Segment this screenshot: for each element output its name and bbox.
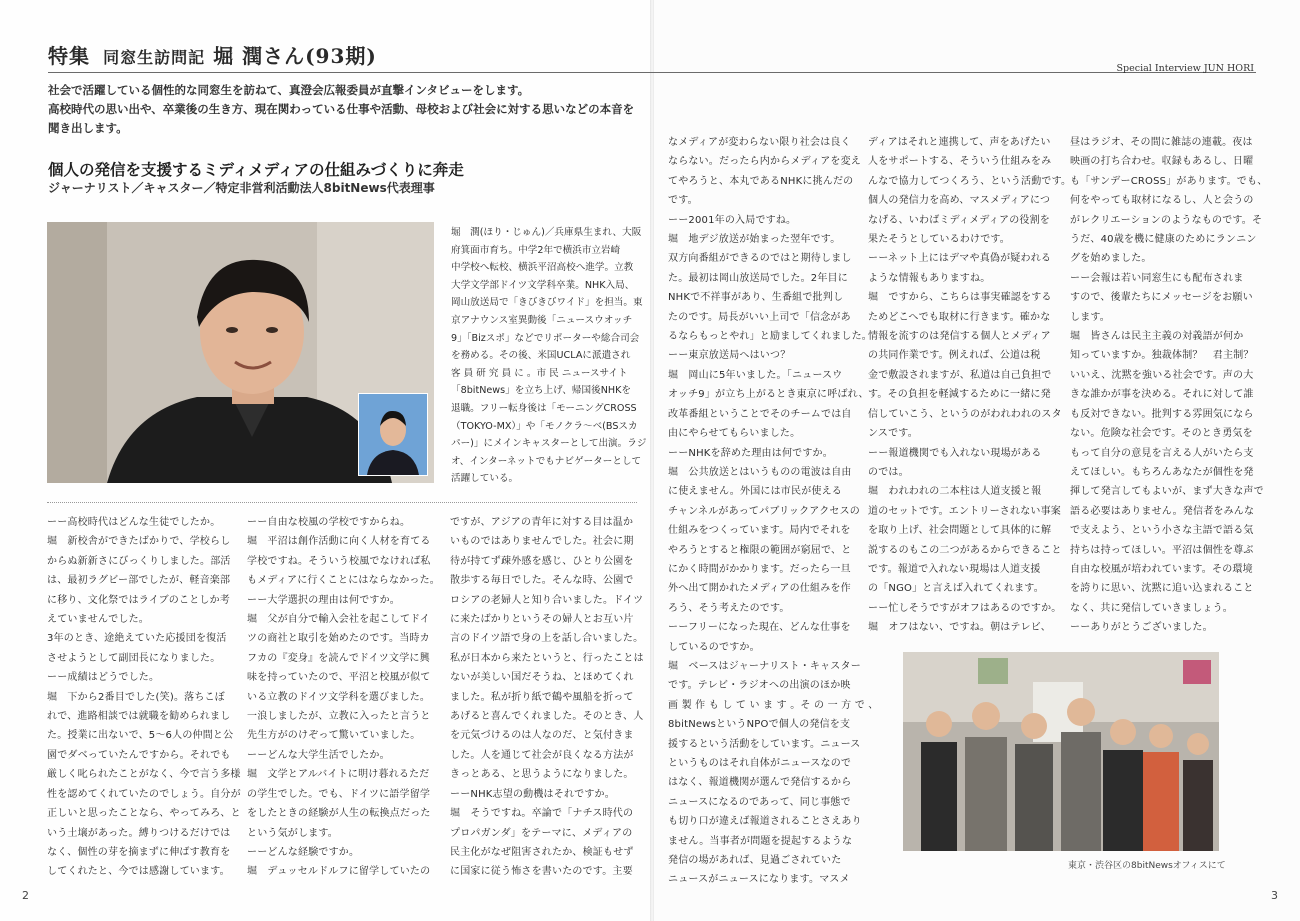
text-line: 由にやらせてもらいました。 <box>668 428 801 440</box>
header-cohort: (93期) <box>305 44 377 68</box>
text-line: の学生でした。でも、ドイツに語学留学 <box>247 788 431 800</box>
feature-title: 個人の発信を支援するミディメディアの仕組みづくりに奔走 <box>48 161 464 179</box>
text-line: 堀 オフはない、ですね。朝はテレビ、 <box>868 622 1051 634</box>
text-line: に使えません。外国には市民が使える <box>668 486 842 498</box>
text-line: た。授業に出ないで、5～6人の仲間と公 <box>47 730 234 742</box>
text-line: です。報道で入れない現場は人道支援 <box>868 563 1041 575</box>
text-line: いものではありませんでした。社会に期 <box>450 536 634 548</box>
text-line: 正しいと思ったことなら、やってみろ、と <box>47 808 241 820</box>
text-line: すので、後輩たちにメッセージをお願い <box>1070 292 1253 304</box>
text-line: ーーNHKを辞めた理由は何ですか。 <box>668 447 833 459</box>
text-line: いいえ、沈黙を強いる社会です。声の大 <box>1070 369 1254 381</box>
text-line: 何をやっても取材になるし、人と会うの <box>1070 195 1254 207</box>
bio-line: 9」「Bizスポ」などでリポーターや総合司会 <box>451 332 640 344</box>
page-number-right: 3 <box>1271 889 1278 902</box>
text-line: ーー報道機関でも入れない現場がある <box>868 447 1042 459</box>
text-line: 説するのもこの二つがあるからできること <box>868 544 1062 556</box>
text-line: れで、進路相談では就職を勧められまし <box>47 711 231 723</box>
text-line: 待が持てず疎外感を感じ、ひとり公園を <box>450 555 634 567</box>
text-line: ーー2001年の入局ですね。 <box>668 214 797 226</box>
text-line: 厳しく叱られたことがなく、今で言う多様 <box>47 769 241 781</box>
text-line: ーー忙しそうですがオフはあるのですか。 <box>868 602 1062 614</box>
text-line: 堀 新校舎ができたばかりで、学校らし <box>47 536 231 548</box>
text-line: 堀 父が自分で輸入会社を起こしてドイ <box>247 614 430 626</box>
header-rule <box>48 72 1256 73</box>
text-line: 画 製 作 も し て い ま す 。そ の 一 方 で 、 <box>668 699 879 711</box>
text-line: きっとある、と思うようになりました。 <box>450 769 634 781</box>
text-line: の「NGO」と言えば入れてくれます。 <box>868 583 1044 595</box>
text-line: もって自分の意見を言える人がいたら支 <box>1070 447 1254 459</box>
text-line: します。 <box>1070 311 1110 323</box>
profile-bio <box>451 224 646 488</box>
text-line: 民主化がなぜ阻害されたか、検証もせず <box>450 846 634 858</box>
text-line: 3年のとき、途絶えていた応援団を復活 <box>47 633 227 645</box>
text-line: たのです。局長がいい上司で「信念があ <box>668 311 851 323</box>
text-line: は、最初ラグビー部でしたが、軽音楽部 <box>47 575 231 587</box>
text-line: 果たそうとしているわけです。 <box>868 234 1010 246</box>
text-line: グを始めました。 <box>1070 253 1152 265</box>
header-name: 堀 潤さん <box>213 44 306 68</box>
text-line: ロシアの老婦人と知り合いました。ドイツ <box>450 594 644 606</box>
text-line: ーー会報は若い同窓生にも配布されま <box>1070 272 1244 284</box>
text-line: ツの商社と取引を始めたのです。当時カ <box>247 633 430 645</box>
header-tag: 特集 <box>48 44 90 68</box>
header-series: 同窓生訪問記 <box>103 48 206 67</box>
bio-line: 大学文学部ドイツ文学科卒業。NHK入局、 <box>451 279 635 291</box>
bio-line: 退職。フリー転身後は「モーニングCROSS <box>451 402 637 414</box>
text-line: も「サンデーCROSS」があります。でも、 <box>1070 175 1268 187</box>
text-line: しているのですか。 <box>668 641 760 653</box>
text-line: を取り上げ、社会問題として具体的に解 <box>868 525 1052 537</box>
text-line: もメディアに行くことにはならなかった。 <box>247 575 440 587</box>
text-line: 私が日本から来たというと、行ったことは <box>450 652 644 664</box>
text-line: 語る必要はありません。発信者をみんな <box>1070 505 1255 517</box>
text-line: プロパガンダ」をテーマに、メディアの <box>450 827 633 839</box>
text-line: させようとして副団長になりました。 <box>47 652 221 664</box>
text-line: ーーNHK志望の動機はそれですか。 <box>450 788 615 800</box>
text-line: す。その負担を軽減するために一緒に発 <box>868 389 1051 401</box>
text-line: ーーフリーになった現在、どんな仕事を <box>668 622 851 634</box>
bio-line: 客 員 研 究 員 に 。市 民 ニュースサイト <box>451 367 628 379</box>
text-line: ーー自由な校風の学校ですからね。 <box>247 517 411 528</box>
special-interview-label: Special Interview JUN HORI <box>1116 63 1254 74</box>
text-line: なく、共に発信していきましょう。 <box>1070 602 1233 614</box>
text-line: えてほしい。もちろんあなたが個性を発 <box>1070 466 1254 478</box>
text-line: をしたときの経験が人生の転換点だった <box>247 808 431 820</box>
group-photo <box>903 652 1219 851</box>
text-line: いる立教のドイツ文学科を選びました。 <box>247 691 431 703</box>
text-line: 8bitNewsというNPOで個人の発信を支 <box>668 719 851 731</box>
text-line: 外へ出て開かれたメディアの仕組みを作 <box>668 583 851 595</box>
body-column-1 <box>47 513 241 882</box>
text-line: 堀 ベースはジャーナリスト・キャスター <box>668 660 861 672</box>
text-line: ニュースがニュースになります。マスメ <box>668 874 850 886</box>
text-line: 道のセットです。エントリーされない事案 <box>868 505 1061 517</box>
text-line: 堀 皆さんは民主主義の対義語が何か <box>1070 331 1244 343</box>
text-line: きな誰かが事を決める。それに対して誰 <box>1070 389 1254 401</box>
text-line: 個人の発信力を高め、マスメディアにつ <box>868 195 1051 207</box>
body-column-3 <box>450 513 644 882</box>
text-line: ーーどんな経験ですか。 <box>247 846 360 858</box>
text-line: ような情報もありますね。 <box>868 272 991 284</box>
text-line: た。最初は岡山放送局でした。2年目に <box>668 272 848 284</box>
text-line: 堀 デュッセルドルフに留学していたの <box>247 866 431 878</box>
text-line: フカの『変身』を読んでドイツ文学に興 <box>247 652 430 664</box>
text-line: なげる、いわばミディメディアの役割を <box>868 214 1050 226</box>
text-line: 自由な校風が培われています。その環境 <box>1070 563 1253 575</box>
text-line: ニュースになるのであって、同じ事態で <box>668 796 851 808</box>
text-line: ません。当事者が問題を提起するような <box>668 835 853 847</box>
text-line: ーー高校時代はどんな生徒でしたか。 <box>47 517 221 528</box>
text-line: ならない。だったら内からメディアを変え <box>668 156 861 168</box>
text-line: 映画の打ち合わせ。収録もあるし、日曜 <box>1070 156 1254 168</box>
text-line: 信していこう、というのがわれわれのスタ <box>868 408 1062 420</box>
section-divider <box>47 502 637 503</box>
text-line: ディアはそれと連携して、声をあげたい <box>868 137 1051 148</box>
text-line: 仕組みをつくっています。局内でそれを <box>668 525 851 537</box>
bio-line: オ、インターネットでもナビゲーターとして <box>451 455 642 467</box>
text-line: やろうとすると権限の範囲が窮屈で、と <box>668 544 852 556</box>
body-column-6 <box>1070 133 1267 638</box>
body-column-5 <box>868 133 1071 638</box>
text-line: 堀 われわれの二本柱は人道支援と報 <box>868 486 1042 498</box>
text-line: という気がします。 <box>247 827 338 839</box>
bio-line: を務める。その後、米国UCLAに派遣され <box>451 350 631 362</box>
text-line: あげると喜んでくれました。そのとき、人 <box>450 711 644 723</box>
text-line: 堀 そうですね。卒論で「ナチス時代の <box>450 808 634 820</box>
text-line: ーー大学選択の理由は何ですか。 <box>247 594 400 606</box>
text-line: というものはそれ自体がニュースなので <box>668 758 852 769</box>
text-line: オッチ9」が立ち上がるとき東京に呼ばれ、 <box>668 389 869 401</box>
text-line: です。テレビ・ラジオへの出演のほか映 <box>668 680 851 692</box>
text-line: も反対できない。批判する雰囲気になら <box>1070 408 1254 420</box>
bio-line: 活躍している。 <box>451 473 519 485</box>
text-line: に国家に従う怖さを書いたのです。主要 <box>450 866 633 878</box>
bio-line: パー)」にメインキャスターとして出演。ラジ <box>451 438 647 450</box>
text-line: のでは。 <box>868 466 909 478</box>
bio-line: （TOKYO-MX）」や「モノクラ～ベ(BSスカ <box>451 420 638 432</box>
text-line: も切り口が違えば報道されることさえあり <box>668 816 862 828</box>
text-line: ーーありがとうございました。 <box>1070 622 1213 634</box>
text-line: ーー東京放送局へはいつ？ <box>668 350 791 362</box>
text-line: 知っていますか。独裁体制？ 君主制？ <box>1070 350 1254 362</box>
text-line: からぬ新新さにびっくりしました。部活 <box>47 555 231 567</box>
text-line: 改革番組ということでそのチームでは自 <box>668 408 852 420</box>
text-line: 学校ですね。そういう校風でなければ私 <box>247 555 431 567</box>
text-line: 人をサポートする、そういう仕組みをみ <box>868 156 1052 168</box>
text-line: 情報を流すのは発信する個人とメディア <box>868 331 1051 343</box>
text-line: んなで協力してつくろう、という活動です。 <box>868 175 1072 187</box>
page-number-left: 2 <box>22 889 29 902</box>
text-line: 一浪しましたが、立教に入ったと言うと <box>247 711 431 723</box>
text-line: 味を持っていたので、平沼と校風が似て <box>247 672 431 684</box>
text-line: です。 <box>668 195 698 207</box>
text-line: なメディアが変わらない限り社会は良く <box>668 137 851 148</box>
student-inset-photo <box>358 393 428 476</box>
text-line: ですが、アジアの青年に対する目は温か <box>450 517 634 528</box>
text-line: 持ちは持ってほしい。平沼は個性を尊ぶ <box>1070 544 1254 556</box>
feature-subtitle: ジャーナリスト／キャスター／特定非営利活動法人8bitNews代表理事 <box>48 181 435 195</box>
text-line: 散歩する毎日でした。そんな時、公園で <box>450 575 634 587</box>
text-line: 堀 文学とアルバイトに明け暮れるただ <box>247 769 430 781</box>
group-illustration <box>903 652 1219 851</box>
text-line: がレクリエーションのようなものです。そ <box>1070 214 1263 226</box>
text-line: 堀 下から2番目でした(笑)。落ちこぼ <box>47 691 225 703</box>
text-line: ンスです。 <box>868 428 918 440</box>
text-line: 堀 公共放送とはいうものの電波は自由 <box>668 466 852 478</box>
bio-line: 京アナウンス室異動後「ニュースウオッチ <box>451 314 633 326</box>
text-line: いう土壌があった。縛りつけるだけでは <box>47 827 231 839</box>
text-line: ーーネット上にはデマや真偽が疑われる <box>868 253 1052 265</box>
text-line: 金で敷設されますが、私道は自己負担で <box>868 369 1052 381</box>
text-line: 堀 岡山に5年いました。「ニュースウ <box>668 369 843 381</box>
photo-caption: 東京・渋谷区の8bitNewsオフィスにて <box>1068 861 1226 871</box>
student-illustration <box>359 394 427 475</box>
intro-line: 聞き出します。 <box>48 121 128 135</box>
body-column-2 <box>247 513 440 882</box>
text-line: 園でダベっていたんですから。それでも <box>47 749 231 761</box>
text-line: 揮して発言してもよいが、まず大きな声で <box>1070 486 1264 498</box>
text-line: した。人を通じて社会が良くなる方法が <box>450 749 634 761</box>
text-line: チャンネルがあってパブリックアクセスの <box>668 505 860 517</box>
text-line: 堀 地デジ放送が始まった翌年です。 <box>668 234 841 246</box>
text-line: ないが美しい国だそうね、とほめてくれ <box>450 672 634 684</box>
bio-line: 堀 潤(ほり・じゅん)／兵庫県生まれ、大阪 <box>451 227 642 238</box>
text-line: うだ、40歳を機に健康のためにランニン <box>1070 234 1257 246</box>
text-line: 言のドイツ語で身の上を話し合いました。 <box>450 633 644 645</box>
text-line: 双方向番組ができるのではと期待しまし <box>668 253 852 265</box>
text-line: ろう、そう考えたのです。 <box>668 602 790 614</box>
text-line: にかく時間がかかります。だったら一旦 <box>668 563 851 575</box>
text-line: ーー成績はどうでした。 <box>47 672 160 684</box>
text-line: で支えよう、という小さな主語で語る気 <box>1070 525 1254 537</box>
text-line: を誇りに思い、沈黙に追い込まれること <box>1070 583 1254 595</box>
text-line: NHKで不祥事があり、生番組で批判し <box>668 292 844 304</box>
text-line: に移り、文化祭ではライブのことしか考 <box>47 594 230 606</box>
bio-line: 府箕面市育ち。中学2年で横浜市立岩崎 <box>451 244 621 256</box>
text-line: 堀 平沼は創作活動に向く人材を育てる <box>247 536 431 548</box>
intro-text <box>48 81 634 138</box>
page-gutter <box>650 0 654 921</box>
text-line: ーーどんな大学生活でしたか。 <box>247 749 390 761</box>
text-line: ためどこへでも取材に行きます。確かな <box>868 311 1051 323</box>
intro-line: 高校時代の思い出や、卒業後の生き方、現在関わっている仕事や活動、母校および社会に対する思いなどの本音を <box>48 102 635 116</box>
text-line: 性を認めてくれていたのでしょう。自分が <box>47 788 241 800</box>
text-line: 発信の場があれば、見過ごされていた <box>668 855 842 867</box>
text-line: えていませんでした。 <box>47 614 149 626</box>
intro-line: 社会で活躍している個性的な同窓生を訪ねて、真澄会広報委員が直撃インタビューをします。 <box>48 83 530 97</box>
text-line: の共同作業です。例えれば、公道は税 <box>868 350 1041 362</box>
text-line: るならもっとやれ」と励ましてくれました。 <box>668 331 872 343</box>
text-line: 援するという活動をしています。ニュース <box>668 738 861 750</box>
text-line: 昼はラジオ、その間に雑誌の連載。夜は <box>1070 137 1253 148</box>
bio-line: 「8bitNews」を立ち上げ、帰国後NHKを <box>451 385 631 397</box>
text-line: を元気づけるのは人なのだ、と気付きま <box>450 730 634 742</box>
text-line: 先生方がのけぞって驚いていました。 <box>247 730 421 742</box>
text-line: てやろうと、本丸であるNHKに挑んだの <box>668 175 854 187</box>
text-line: に来たばかりというその婦人とお互い片 <box>450 614 634 626</box>
text-line: ました。私が折り紙で鶴や風船を折って <box>450 691 634 703</box>
bio-line: 岡山放送局で「きびきびワイド」を担当。東 <box>451 297 643 309</box>
text-line: 堀 ですから、こちらは事実確認をする <box>868 292 1052 304</box>
text-line: なく、個性の芽を摘まずに伸ばす教育を <box>47 846 231 858</box>
body-column-4 <box>668 133 879 890</box>
text-line: はなく、報道機関が選んで発信するから <box>668 777 852 789</box>
bio-line: 中学校へ転校、横浜平沼高校へ進学。立教 <box>451 262 634 274</box>
article-header <box>48 40 377 69</box>
text-line: してくれたと、今では感謝しています。 <box>47 866 230 878</box>
text-line: ない。危険な社会です。そのとき勇気を <box>1070 428 1253 440</box>
